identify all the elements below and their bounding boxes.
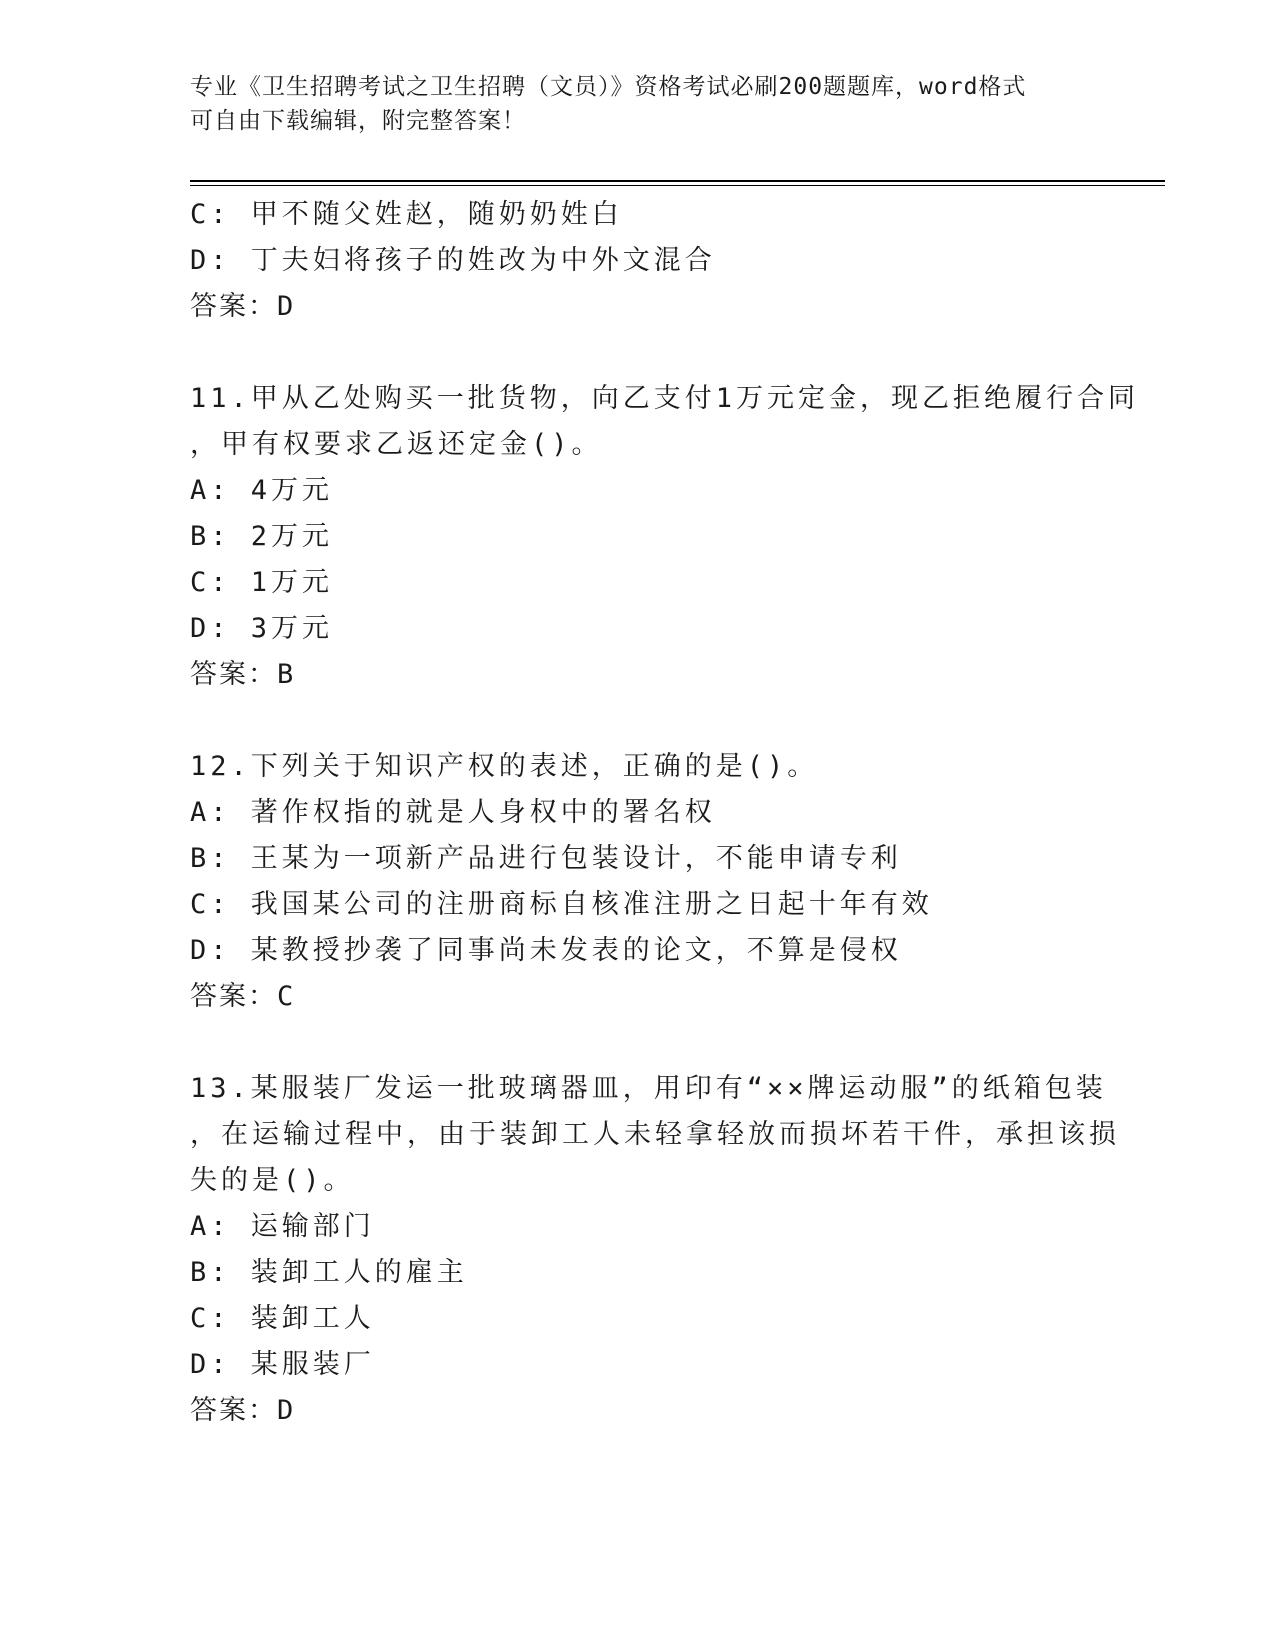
header-divider-thin xyxy=(190,185,1165,186)
question-12 xyxy=(190,744,1090,1020)
question-13 xyxy=(190,1066,1120,1434)
option-d: D: 丁夫妇将孩子的姓改为中外文混合 xyxy=(190,245,716,276)
spacer xyxy=(190,1020,1090,1066)
option-a: A: 著作权指的就是人身权中的署名权 xyxy=(190,797,716,828)
question-stem-continued: ，在运输过程中，由于装卸工人未轻拿轻放而损坏若干件，承担该损 xyxy=(190,1119,1120,1150)
answer-line: 答案：B xyxy=(190,659,296,690)
header-line-1: 专业《卫生招聘考试之卫生招聘（文员）》资格考试必刷200题题库，word格式 xyxy=(190,74,1027,100)
question-10-tail xyxy=(190,192,1090,330)
option-b: B: 装卸工人的雇主 xyxy=(190,1257,468,1288)
question-stem-continued: ，甲有权要求乙返还定金()。 xyxy=(190,429,603,460)
option-c: C: 装卸工人 xyxy=(190,1303,375,1334)
option-d: D: 某教授抄袭了同事尚未发表的论文，不算是侵权 xyxy=(190,935,902,966)
question-stem: 13.某服装厂发运一批玻璃器皿，用印有“××牌运动服”的纸箱包装 xyxy=(190,1073,1107,1104)
spacer xyxy=(190,698,1090,744)
document-header xyxy=(190,70,1110,138)
option-d: D: 某服装厂 xyxy=(190,1349,375,1380)
question-stem-continued: 失的是()。 xyxy=(190,1165,355,1196)
question-list xyxy=(190,192,1140,1434)
question-stem: 12.下列关于知识产权的表述，正确的是()。 xyxy=(190,751,819,782)
option-a: A: 运输部门 xyxy=(190,1211,375,1242)
option-b: B: 王某为一项新产品进行包装设计，不能申请专利 xyxy=(190,843,902,874)
header-divider-thick xyxy=(190,180,1165,182)
option-b: B: 2万元 xyxy=(190,521,334,552)
header-line-2: 可自由下载编辑，附完整答案！ xyxy=(190,108,526,134)
option-c: C: 甲不随父姓赵，随奶奶姓白 xyxy=(190,199,623,230)
option-c: C: 1万元 xyxy=(190,567,334,598)
option-d: D: 3万元 xyxy=(190,613,334,644)
spacer xyxy=(190,330,1090,376)
question-stem: 11.甲从乙处购买一批货物，向乙支付1万元定金，现乙拒绝履行合同 xyxy=(190,383,1140,414)
answer-line: 答案：C xyxy=(190,981,296,1012)
question-11 xyxy=(190,376,1140,698)
option-c: C: 我国某公司的注册商标自核准注册之日起十年有效 xyxy=(190,889,933,920)
answer-line: 答案：D xyxy=(190,1395,296,1426)
answer-line: 答案：D xyxy=(190,291,296,322)
option-a: A: 4万元 xyxy=(190,475,334,506)
